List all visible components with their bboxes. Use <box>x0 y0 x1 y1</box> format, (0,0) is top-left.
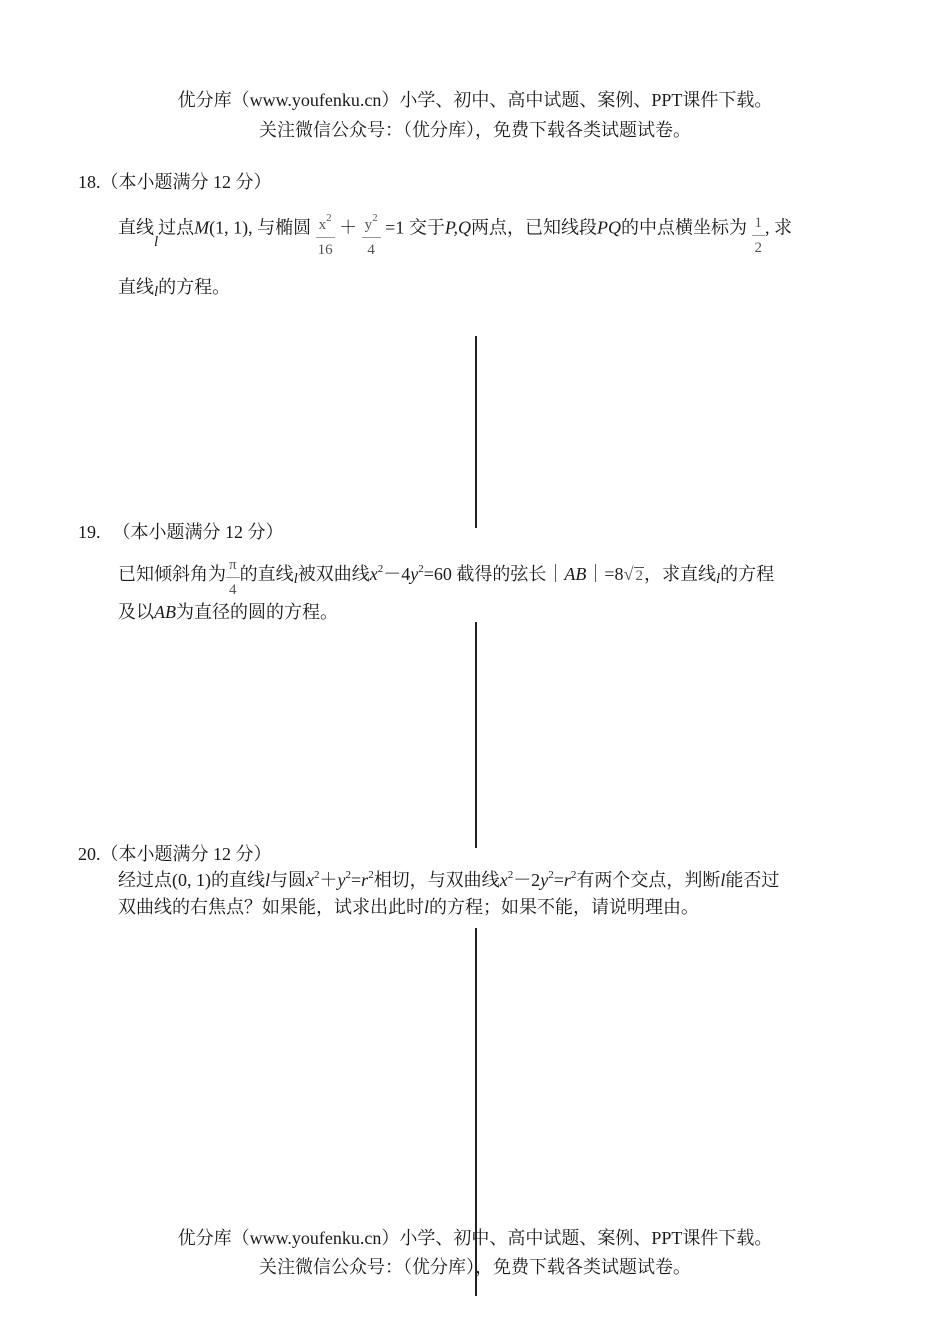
q18-number: 18. <box>78 172 101 192</box>
divider-line-1 <box>475 336 477 528</box>
divider-line-2 <box>475 622 477 848</box>
fraction-x2-over-16: $\frac{x^2}{16}$ <box>317 212 333 258</box>
fraction-y2-over-4: $\frac{y^2}{4}$ <box>362 213 381 258</box>
q19-number: 19. <box>78 522 101 542</box>
footer-line-2: 关注微信公众号：（优分库），免费下载各类试题试卷。 <box>259 1257 691 1277</box>
sqrt-icon: √ <box>623 564 634 585</box>
q20-heading <box>78 840 272 866</box>
q19-points: （本小题满分 12 分） <box>112 522 284 542</box>
footer-line-1: 优分库（www.youfenku.cn）小学、初中、高中试题、案例、PPT课件下载。 <box>177 1228 773 1248</box>
q18-line-1: 直线$_l$过点M(1, 1), 与椭圆 $\frac{x^2}{16}$ ＋ $\frac{y^2}{4}$ =1 交于P,Q两点，已知线段PQ的中点横坐标为 $\frac{1}{2}$ , 求 <box>118 212 793 258</box>
q18-points: （本小题满分 12 分） <box>100 172 272 192</box>
q18-heading <box>78 168 272 194</box>
fraction-pi-over-4: $\frac{\pi}{4}$ <box>226 558 240 598</box>
q19-line-2: 及以AB为直径的圆的方程。 <box>118 602 338 622</box>
q20-number: 20. <box>78 844 101 864</box>
q20-line-1: 经过点(0, 1)的直线l与圆$x^2+y^2=r^2$相切，与双曲线$x^2-2y^2=r^2$有两个交点，判断l能否过 <box>118 869 780 890</box>
q20-line-2: 双曲线的右焦点？如果能，试求出此时l的方程；如果不能，请说明理由。 <box>118 897 700 917</box>
fraction-one-half: $\frac{1}{2}$ <box>752 216 766 256</box>
q20-points: （本小题满分 12 分） <box>100 844 272 864</box>
header-line-1: 优分库（www.youfenku.cn）小学、初中、高中试题、案例、PPT课件下载。 <box>177 90 773 110</box>
line-l-symbol: l <box>154 233 159 250</box>
q19-heading <box>78 518 284 544</box>
q18-line-2: 直线l的方程。 <box>118 277 231 300</box>
header-line-2: 关注微信公众号：（优分库），免费下载各类试题试卷。 <box>259 120 691 140</box>
q19-line-1: 已知倾斜角为 $\frac{\pi}{4}$ 的直线l被双曲线$x^2-4y^2=60$ 截得的弦长｜AB｜=8√ 2，求直线l的方程 <box>118 557 775 598</box>
